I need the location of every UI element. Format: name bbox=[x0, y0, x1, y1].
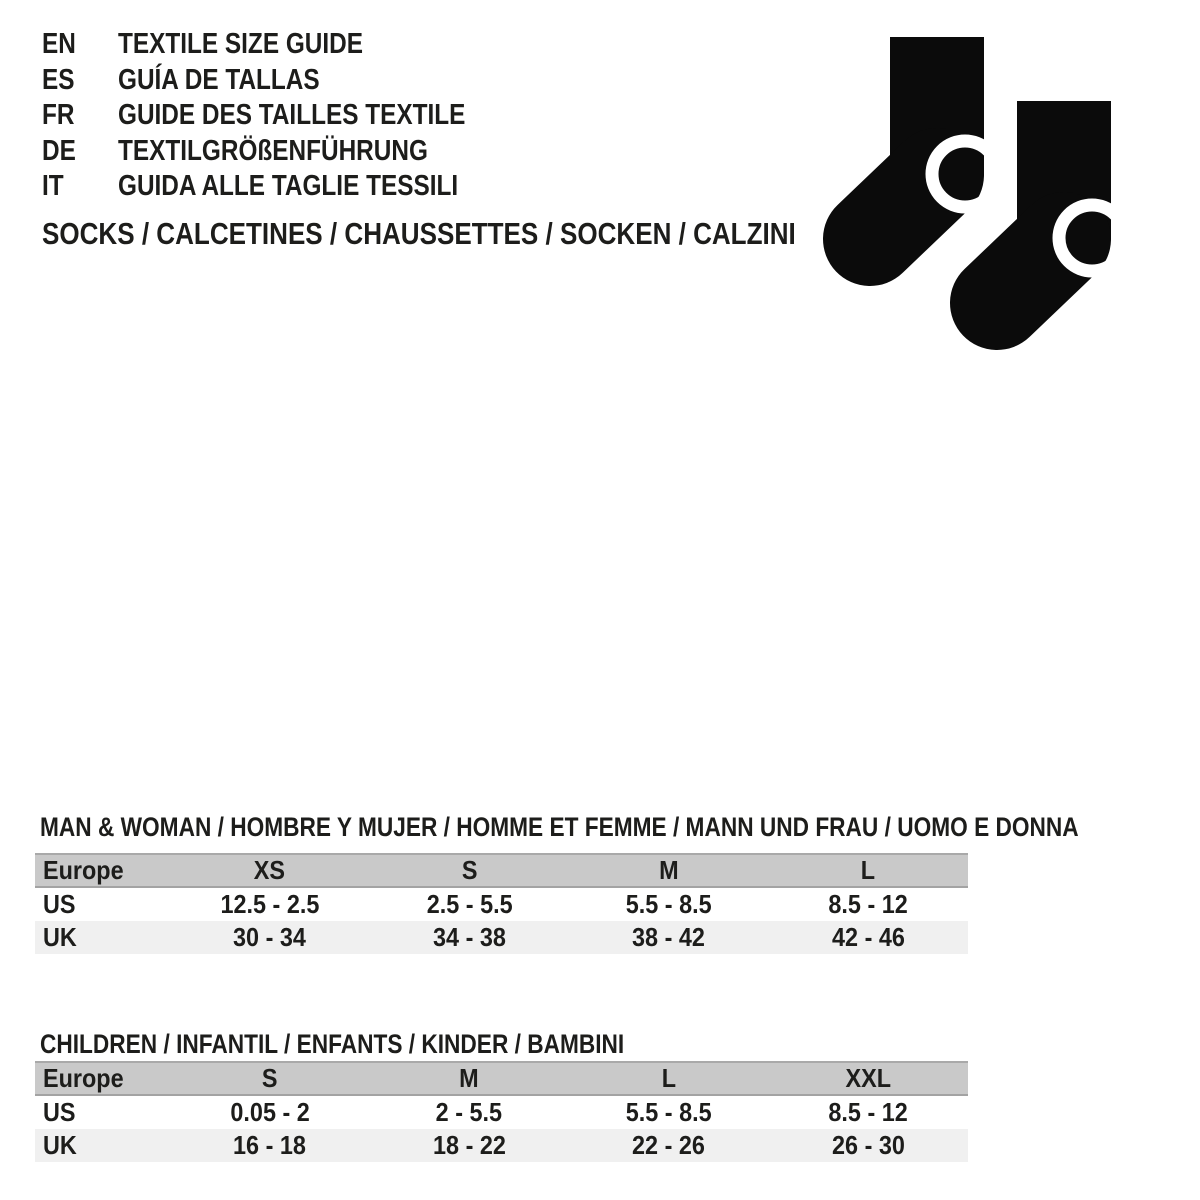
language-row bbox=[42, 169, 532, 205]
socks-icon bbox=[822, 37, 1114, 357]
size-cell: 5.5 - 8.5 bbox=[625, 889, 712, 919]
language-label: TEXTILGRÖßENFÜHRUNG bbox=[118, 134, 428, 167]
size-table-man-woman bbox=[35, 853, 968, 954]
language-label: GUIDA ALLE TAGLIE TESSILI bbox=[118, 170, 459, 202]
category-line: SOCKS / CALCETINES / CHAUSSETTES / SOCKEN / CALZINI bbox=[42, 216, 796, 251]
size-cell: 8.5 - 12 bbox=[828, 889, 908, 919]
table-header-row bbox=[35, 1061, 968, 1096]
table-row-uk bbox=[35, 1129, 968, 1162]
size-cell: 38 - 42 bbox=[632, 922, 706, 952]
language-heading-block bbox=[42, 27, 532, 205]
size-cell: 16 - 18 bbox=[233, 1130, 307, 1160]
size-cell: 34 - 38 bbox=[432, 922, 506, 952]
language-row bbox=[42, 134, 532, 170]
size-cell: 8.5 - 12 bbox=[828, 1097, 908, 1127]
table-title-man-woman: MAN & WOMAN / HOMBRE Y MUJER / HOMME ET FEMME / MANN UND FRAU / UOMO E DONNA bbox=[40, 812, 1079, 842]
size-cell: 12.5 - 2.5 bbox=[220, 889, 320, 919]
column-header-size: L bbox=[861, 855, 876, 885]
column-header-size: L bbox=[661, 1063, 676, 1093]
size-cell: 22 - 26 bbox=[632, 1130, 706, 1160]
language-row bbox=[42, 63, 532, 99]
column-header-region: Europe bbox=[43, 855, 124, 885]
language-label: GUÍA DE TALLAS bbox=[118, 63, 320, 96]
size-cell: 18 - 22 bbox=[432, 1130, 506, 1160]
row-label: UK bbox=[43, 1130, 77, 1160]
language-label: GUIDE DES TAILLES TEXTILE bbox=[118, 99, 466, 131]
language-row bbox=[42, 27, 532, 63]
column-header-size: XS bbox=[254, 855, 286, 885]
size-cell: 0.05 - 2 bbox=[230, 1097, 310, 1127]
size-cell: 26 - 30 bbox=[831, 1130, 905, 1160]
row-label: UK bbox=[43, 922, 77, 952]
language-label: TEXTILE SIZE GUIDE bbox=[118, 28, 363, 60]
size-table-children bbox=[35, 1061, 968, 1162]
language-code: IT bbox=[42, 170, 64, 202]
column-header-size: XXL bbox=[845, 1063, 892, 1093]
language-row bbox=[42, 98, 532, 134]
size-cell: 2.5 - 5.5 bbox=[426, 889, 513, 919]
table-title-children: CHILDREN / INFANTIL / ENFANTS / KINDER / BAMBINI bbox=[40, 1029, 625, 1059]
size-cell: 42 - 46 bbox=[831, 922, 905, 952]
column-header-size: M bbox=[459, 1063, 479, 1093]
table-row-us bbox=[35, 888, 968, 921]
column-header-size: M bbox=[658, 855, 679, 885]
size-cell: 2 - 5.5 bbox=[436, 1097, 503, 1127]
column-header-region: Europe bbox=[43, 1063, 124, 1093]
row-label: US bbox=[43, 889, 76, 919]
language-code: FR bbox=[42, 99, 75, 131]
language-code: EN bbox=[42, 28, 76, 60]
size-cell: 5.5 - 8.5 bbox=[625, 1097, 712, 1127]
size-cell: 30 - 34 bbox=[233, 922, 307, 952]
column-header-size: S bbox=[461, 855, 478, 885]
table-row-us bbox=[35, 1096, 968, 1129]
column-header-size: S bbox=[261, 1063, 278, 1093]
language-code: ES bbox=[42, 63, 75, 96]
table-row-uk bbox=[35, 921, 968, 954]
language-code: DE bbox=[42, 134, 76, 167]
row-label: US bbox=[43, 1097, 76, 1127]
table-header-row bbox=[35, 853, 968, 888]
